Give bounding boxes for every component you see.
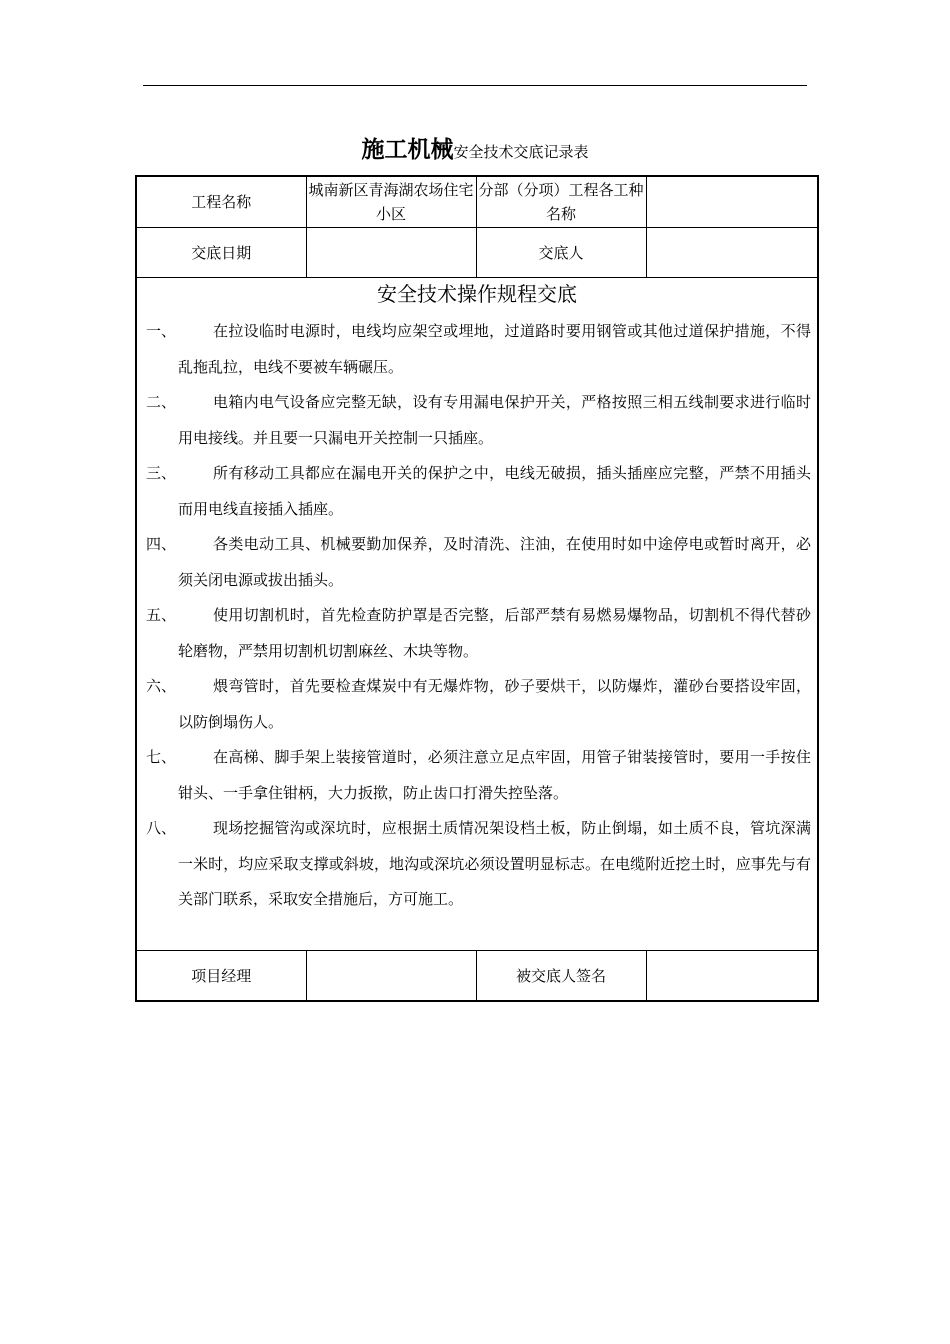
form-row-signatures [136,951,818,1002]
clause-text: 现场挖掘管沟或深坑时，应根据土质情况架设档土板，防止倒塌，如土质不良，管坑深满一米时，均应采取支撑或斜坡，地沟或深坑必须设置明显标志。在电缆附近挖土时，应事先与有关部门联系，采取安全措施后，方可施工。 [178,819,811,908]
form-row-project [136,176,818,228]
clause-text: 在拉设临时电源时，电线均应架空或埋地，过道路时要用钢管或其他过道保护措施，不得乱拖乱拉，电线不要被车辆碾压。 [178,322,811,376]
form-row-date [136,228,818,278]
manager-label: 项目经理 [136,951,306,1002]
presenter-value[interactable] [646,228,818,278]
form-row-body [136,278,818,951]
manager-value[interactable] [306,951,476,1002]
recipient-label: 被交底人签名 [476,951,646,1002]
clause-number: 四、 [146,535,177,553]
clause-text: 煨弯管时，首先要检查煤炭中有无爆炸物，砂子要烘干，以防爆炸，灌砂台要搭设牢固，以防倒塌伤人。 [178,677,811,731]
recipient-value[interactable] [646,951,818,1002]
disclosure-body [136,278,818,951]
disclosure-form-table [135,175,819,1002]
clause-item [137,811,817,918]
clause-item [137,669,817,740]
clause-number: 七、 [146,748,177,766]
document-title-suffix: 安全技术交底记录表 [453,143,589,161]
clause-item [137,385,817,456]
clause-text: 在高梯、脚手架上装接管道时，必须注意立足点牢固，用管子钳装接管时，要用一手按住钳头、一手拿住钳柄，大力扳揿，防止齿口打滑失控坠落。 [178,748,811,802]
clause-number: 三、 [146,464,177,482]
clause-item [137,456,817,527]
subproject-label: 分部（分项）工程各工种名称 [476,176,646,228]
clause-number: 一、 [146,322,177,340]
date-value[interactable] [306,228,476,278]
clause-text: 电箱内电气设备应完整无缺，设有专用漏电保护开关，严格按照三相五线制要求进行临时用电接线。并且要一只漏电开关控制一只插座。 [178,393,811,447]
clause-item [137,527,817,598]
clause-number: 八、 [146,819,177,837]
clause-text: 所有移动工具都应在漏电开关的保护之中，电线无破损，插头插座应完整，严禁不用插头而用电线直接插入插座。 [178,464,811,518]
clause-item [137,314,817,385]
presenter-label: 交底人 [476,228,646,278]
document-title [0,134,950,168]
date-label: 交底日期 [136,228,306,278]
clause-text: 使用切割机时，首先检查防护罩是否完整，后部严禁有易燃易爆物品，切割机不得代替砂轮磨物，严禁用切割机切割麻丝、木块等物。 [178,606,811,660]
section-title: 安全技术操作规程交底 [377,282,577,306]
subproject-value[interactable] [646,176,818,228]
clause-list [137,314,817,918]
clause-text: 各类电动工具、机械要勤加保养，及时清洗、注油，在使用时如中途停电或暂时离开，必须关闭电源或拔出插头。 [178,535,811,589]
clause-number: 六、 [146,677,177,695]
project-name-value[interactable]: 城南新区青海湖农场住宅小区 [306,176,476,228]
clause-number: 五、 [146,606,177,624]
clause-number: 二、 [146,393,177,411]
clause-item [137,598,817,669]
document-title-main: 施工机械 [361,136,454,163]
project-name-label: 工程名称 [136,176,306,228]
clause-item [137,740,817,811]
header-rule [143,85,807,86]
